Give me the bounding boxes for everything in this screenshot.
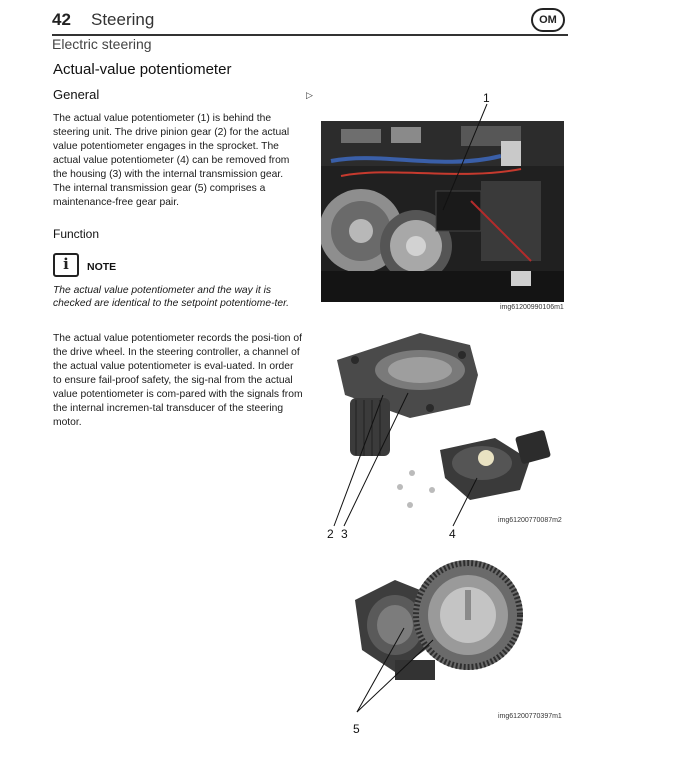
- callout-1: 1: [483, 91, 490, 105]
- callout-2: 2: [327, 527, 334, 541]
- figure-3-caption: img61200770397m1: [498, 713, 562, 720]
- callout-4: 4: [449, 527, 456, 541]
- general-heading: General: [53, 87, 100, 102]
- section-title: Electric steering: [52, 36, 152, 52]
- brand-logo: OM: [531, 8, 565, 32]
- page-number: 42: [52, 10, 71, 29]
- function-heading: Function: [53, 227, 100, 241]
- function-paragraph: The actual value potentiometer records the posi-tion of the drive wheel. In the steering controller, a channel of the actual value potentiometer is eval-uated. In order to ensure fail-proof safety, the sig-nal from the actual value potentiometer is com-pared with the signals from the internal incremen-tal transducer of the steering motor.: [53, 333, 303, 428]
- callout-5: 5: [353, 722, 360, 736]
- callout-3: 3: [341, 527, 348, 541]
- note-text: The actual value potentiometer and the way it is checked are identical to the setpoint potentiome-ter.: [53, 285, 290, 309]
- page-title: Actual-value potentiometer: [53, 61, 232, 78]
- figure-1-caption: img61200990106m1: [500, 304, 564, 311]
- info-icon: i: [53, 253, 79, 277]
- note-label: NOTE: [87, 261, 117, 273]
- chapter-title: Steering: [91, 10, 155, 29]
- triangle-marker-icon: ▷: [306, 90, 313, 100]
- figure-2-caption: img61200770087m2: [498, 517, 562, 524]
- general-paragraph: The actual value potentiometer (1) is behind the steering unit. The drive pinion gear (2) for the actual value potentiometer engages in the sprocket. The actual value potentiometer (4) can be removed from the housing (3) with the internal transmission gear. The internal transmission gear (5) comprises a maintenance-free gear pair.: [53, 113, 290, 208]
